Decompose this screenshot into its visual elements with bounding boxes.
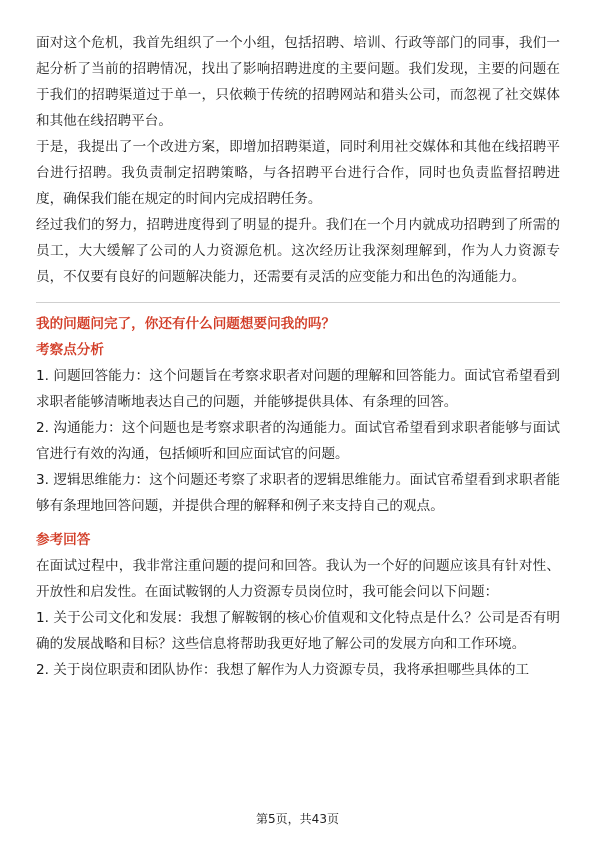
analysis-item: 1. 问题回答能力：这个问题旨在考察求职者对问题的理解和回答能力。面试官希望看到求职者能够清晰地表达自己的问题，并能够提供具体、有条理的回答。 xyxy=(36,368,560,410)
analysis-item: 3. 逻辑思维能力：这个问题还考察了求职者的逻辑思维能力。面试官希望看到求职者能够有条理地回答问题，并提供合理的解释和例子来支持自己的观点。 xyxy=(36,472,560,514)
body-paragraph: 经过我们的努力，招聘进度得到了明显的提升。我们在一个月内就成功招聘到了所需的员工，大大缓解了公司的人力资源危机。这次经历让我深刻理解到，作为人力资源专员，不仅要有良好的问题解决能力，还需要有灵活的应变能力和出色的沟通能力。 xyxy=(36,217,560,285)
reference-heading: 参考回答 xyxy=(36,532,91,548)
reference-paragraph: 1. 关于公司文化和发展：我想了解鞍钢的核心价值观和文化特点是什么？公司是否有明确的发展战略和目标？这些信息将帮助我更好地了解公司的发展方向和工作环境。 xyxy=(36,610,560,652)
section-divider xyxy=(36,302,560,303)
body-paragraph: 面对这个危机，我首先组织了一个小组，包括招聘、培训、行政等部门的同事，我们一起分析了当前的招聘情况，找出了影响招聘进度的主要问题。我们发现，主要的问题在于我们的招聘渠道过于单一，只依赖于传统的招聘网站和猎头公司，而忽视了社交媒体和其他在线招聘平台。 xyxy=(36,35,560,129)
interview-question: 我的问题问完了，你还有什么问题想要问我的吗？ xyxy=(36,316,336,332)
reference-paragraph: 2. 关于岗位职责和团队协作：我想了解作为人力资源专员，我将承担哪些具体的工 xyxy=(36,662,530,678)
page-content xyxy=(36,30,560,683)
analysis-heading: 考察点分析 xyxy=(36,342,104,358)
reference-paragraph: 在面试过程中，我非常注重问题的提问和回答。我认为一个好的问题应该具有针对性、开放性和启发性。在面试鞍钢的人力资源专员岗位时，我可能会问以下问题： xyxy=(36,558,560,600)
page-number: 第5页，共43页 xyxy=(256,812,339,826)
analysis-item: 2. 沟通能力：这个问题也是考察求职者的沟通能力。面试官希望看到求职者能够与面试官进行有效的沟通，包括倾听和回应面试官的问题。 xyxy=(36,420,560,462)
body-paragraph: 于是，我提出了一个改进方案，即增加招聘渠道，同时利用社交媒体和其他在线招聘平台进行招聘。我负责制定招聘策略，与各招聘平台进行合作，同时也负责监督招聘进度，确保我们能在规定的时间内完成招聘任务。 xyxy=(36,139,560,207)
